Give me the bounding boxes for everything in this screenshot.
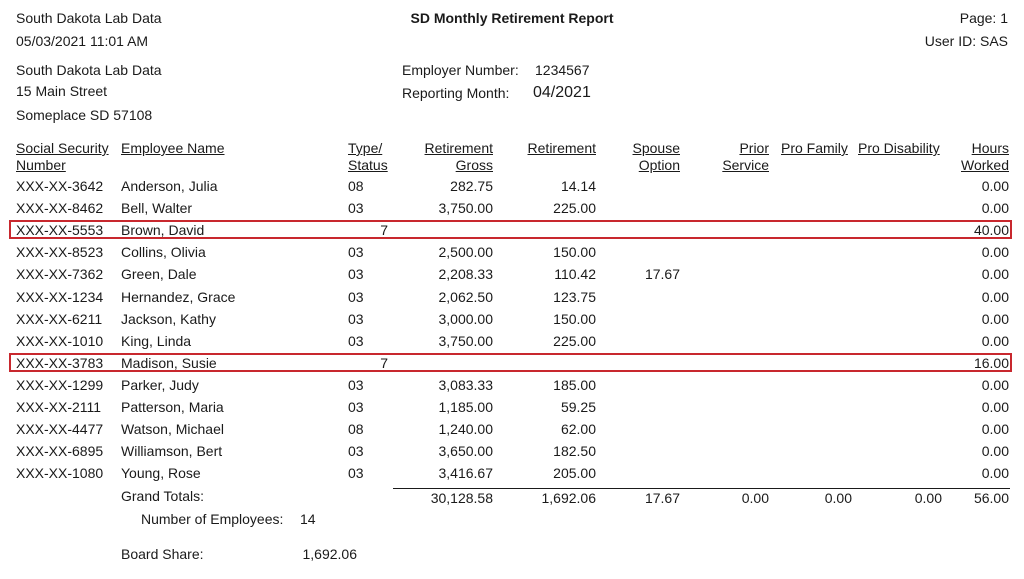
- cell-spouse-option: [610, 443, 680, 459]
- cell-retirement: 14.14: [560, 178, 596, 194]
- reporting-month-label: Reporting Month:: [402, 85, 510, 101]
- cell-retirement-gross: 3,000.00: [438, 311, 493, 327]
- cell-hours-worked: 0.00: [981, 200, 1009, 216]
- cell-type-status: 7: [380, 222, 388, 238]
- cell-retirement: 150.00: [553, 244, 596, 260]
- cell-hours-worked: 0.00: [981, 399, 1009, 415]
- cell-employee-name: Collins, Olivia: [121, 244, 206, 260]
- cell-employee-name: Hernandez, Grace: [121, 289, 236, 305]
- cell-spouse-option: [610, 377, 680, 393]
- cell-retirement: 110.42: [554, 266, 596, 282]
- col-header-pro-family: Pro Family: [781, 140, 848, 156]
- col-header-hours-worked: Hours Worked: [961, 140, 1009, 173]
- cell-retirement: [500, 222, 596, 238]
- cell-ssn: XXX-XX-1080: [16, 465, 104, 481]
- cell-employee-name: Jackson, Kathy: [121, 311, 216, 327]
- cell-type-status: 08: [348, 178, 364, 194]
- cell-employee-name: Bell, Walter: [121, 200, 193, 216]
- cell-retirement: 62.00: [560, 421, 596, 437]
- employee-count-value: 14: [300, 511, 316, 527]
- cell-employee-name: King, Linda: [121, 333, 192, 349]
- cell-hours-worked: 0.00: [981, 244, 1009, 260]
- cell-ssn: XXX-XX-8462: [16, 200, 104, 216]
- cell-type-status: 03: [348, 465, 364, 481]
- cell-retirement-gross: 3,083.33: [438, 377, 493, 393]
- cell-spouse-option: [610, 333, 680, 349]
- cell-hours-worked: 0.00: [981, 421, 1009, 437]
- cell-retirement: 225.00: [553, 333, 596, 349]
- cell-employee-name: Brown, David: [121, 222, 205, 238]
- cell-retirement-gross: 3,750.00: [438, 333, 493, 349]
- cell-spouse-option: 17.67: [644, 266, 680, 282]
- cell-retirement-gross: 2,062.50: [438, 289, 493, 305]
- cell-hours-worked: 40.00: [973, 222, 1009, 238]
- cell-retirement: [500, 355, 596, 371]
- address-line-2: 15 Main Street: [16, 83, 108, 99]
- grand-totals-label: Grand Totals:: [121, 488, 205, 504]
- total-prior-service: 0.00: [741, 490, 769, 506]
- cell-retirement: 185.00: [553, 377, 596, 393]
- employee-count-label: Number of Employees:: [141, 511, 284, 527]
- cell-type-status: 03: [348, 200, 364, 216]
- cell-ssn: XXX-XX-3783: [16, 355, 104, 371]
- cell-retirement: 123.75: [553, 289, 596, 305]
- cell-employee-name: Green, Dale: [121, 266, 197, 282]
- cell-retirement-gross: 282.75: [450, 178, 493, 194]
- cell-ssn: XXX-XX-6211: [16, 311, 103, 327]
- cell-spouse-option: [610, 465, 680, 481]
- employer-number-label: Employer Number:: [402, 62, 519, 78]
- cell-employee-name: Patterson, Maria: [121, 399, 224, 415]
- cell-spouse-option: [610, 355, 680, 371]
- cell-hours-worked: 0.00: [981, 333, 1009, 349]
- board-share-value: 1,692.06: [302, 546, 357, 562]
- cell-retirement: 205.00: [553, 465, 596, 481]
- cell-retirement: 150.00: [553, 311, 596, 327]
- cell-spouse-option: [610, 311, 680, 327]
- cell-ssn: XXX-XX-3642: [16, 178, 104, 194]
- cell-type-status: 03: [348, 289, 364, 305]
- cell-ssn: XXX-XX-8523: [16, 244, 104, 260]
- col-header-retirement: Retirement: [527, 140, 596, 156]
- cell-hours-worked: 16.00: [973, 355, 1009, 371]
- page-number: Page: 1: [959, 10, 1008, 26]
- cell-retirement: 59.25: [560, 399, 596, 415]
- total-hours-worked: 56.00: [973, 490, 1009, 506]
- cell-spouse-option: [610, 222, 680, 238]
- cell-hours-worked: 0.00: [981, 465, 1009, 481]
- total-retirement: 1,692.06: [541, 490, 596, 506]
- cell-retirement: 225.00: [553, 200, 596, 216]
- col-header-employee-name: Employee Name: [121, 140, 225, 156]
- cell-hours-worked: 0.00: [981, 289, 1009, 305]
- user-id: User ID: SAS: [924, 33, 1008, 49]
- cell-employee-name: Williamson, Bert: [121, 443, 223, 459]
- cell-type-status: 03: [348, 399, 364, 415]
- run-datetime: 05/03/2021 11:01 AM: [16, 33, 149, 49]
- col-header-spouse-option: Spouse Option: [632, 140, 680, 173]
- address-line-1: South Dakota Lab Data: [16, 62, 162, 78]
- total-pro-family: 0.00: [824, 490, 852, 506]
- cell-hours-worked: 0.00: [981, 266, 1009, 282]
- cell-hours-worked: 0.00: [981, 178, 1009, 194]
- col-header-retirement-gross: Retirement Gross: [424, 140, 493, 173]
- total-pro-disability: 0.00: [914, 490, 942, 506]
- cell-retirement-gross: 3,416.67: [438, 465, 493, 481]
- cell-spouse-option: [610, 289, 680, 305]
- cell-type-status: 03: [348, 311, 364, 327]
- cell-spouse-option: [610, 244, 680, 260]
- employer-number-value: 1234567: [535, 62, 590, 78]
- cell-retirement-gross: [393, 222, 493, 238]
- cell-retirement: 182.50: [553, 443, 596, 459]
- col-header-type-status: Type/ Status: [348, 140, 388, 173]
- cell-ssn: XXX-XX-7362: [16, 266, 104, 282]
- cell-hours-worked: 0.00: [981, 311, 1009, 327]
- cell-employee-name: Young, Rose: [121, 465, 201, 481]
- cell-ssn: XXX-XX-1299: [16, 377, 104, 393]
- org-name: South Dakota Lab Data: [16, 10, 162, 26]
- cell-type-status: 03: [348, 333, 364, 349]
- col-header-ssn: Social Security Number: [16, 140, 109, 173]
- cell-type-status: 7: [380, 355, 388, 371]
- board-share-label: Board Share:: [121, 546, 204, 562]
- cell-spouse-option: [610, 178, 680, 194]
- cell-employee-name: Parker, Judy: [121, 377, 199, 393]
- cell-hours-worked: 0.00: [981, 377, 1009, 393]
- col-header-pro-disability: Pro Disability: [858, 140, 940, 156]
- cell-type-status: 03: [348, 266, 364, 282]
- cell-retirement-gross: 2,500.00: [438, 244, 493, 260]
- cell-spouse-option: [610, 421, 680, 437]
- cell-type-status: 08: [348, 421, 364, 437]
- col-header-prior-service: Prior Service: [722, 140, 769, 173]
- total-retirement-gross: 30,128.58: [430, 490, 493, 506]
- cell-retirement-gross: 2,208.33: [438, 266, 493, 282]
- reporting-month-value: 04/2021: [533, 84, 591, 101]
- cell-type-status: 03: [348, 244, 364, 260]
- cell-hours-worked: 0.00: [981, 443, 1009, 459]
- cell-ssn: XXX-XX-4477: [16, 421, 104, 437]
- cell-ssn: XXX-XX-1010: [16, 333, 104, 349]
- cell-ssn: XXX-XX-5553: [16, 222, 104, 238]
- cell-ssn: XXX-XX-1234: [16, 289, 104, 305]
- cell-spouse-option: [610, 399, 680, 415]
- cell-retirement-gross: [393, 355, 493, 371]
- cell-ssn: XXX-XX-2111: [16, 399, 102, 415]
- cell-type-status: 03: [348, 443, 364, 459]
- cell-employee-name: Watson, Michael: [121, 421, 224, 437]
- cell-retirement-gross: 3,750.00: [438, 200, 493, 216]
- cell-ssn: XXX-XX-6895: [16, 443, 104, 459]
- totals-rule: [393, 488, 1010, 489]
- cell-employee-name: Madison, Susie: [121, 355, 217, 371]
- cell-retirement-gross: 1,185.00: [438, 399, 493, 415]
- cell-retirement-gross: 1,240.00: [438, 421, 493, 437]
- address-line-3: Someplace SD 57108: [16, 107, 153, 123]
- total-spouse-option: 17.67: [644, 490, 680, 506]
- cell-type-status: 03: [348, 377, 364, 393]
- cell-retirement-gross: 3,650.00: [438, 443, 493, 459]
- cell-employee-name: Anderson, Julia: [121, 178, 218, 194]
- cell-spouse-option: [610, 200, 680, 216]
- report-title: SD Monthly Retirement Report: [410, 10, 614, 26]
